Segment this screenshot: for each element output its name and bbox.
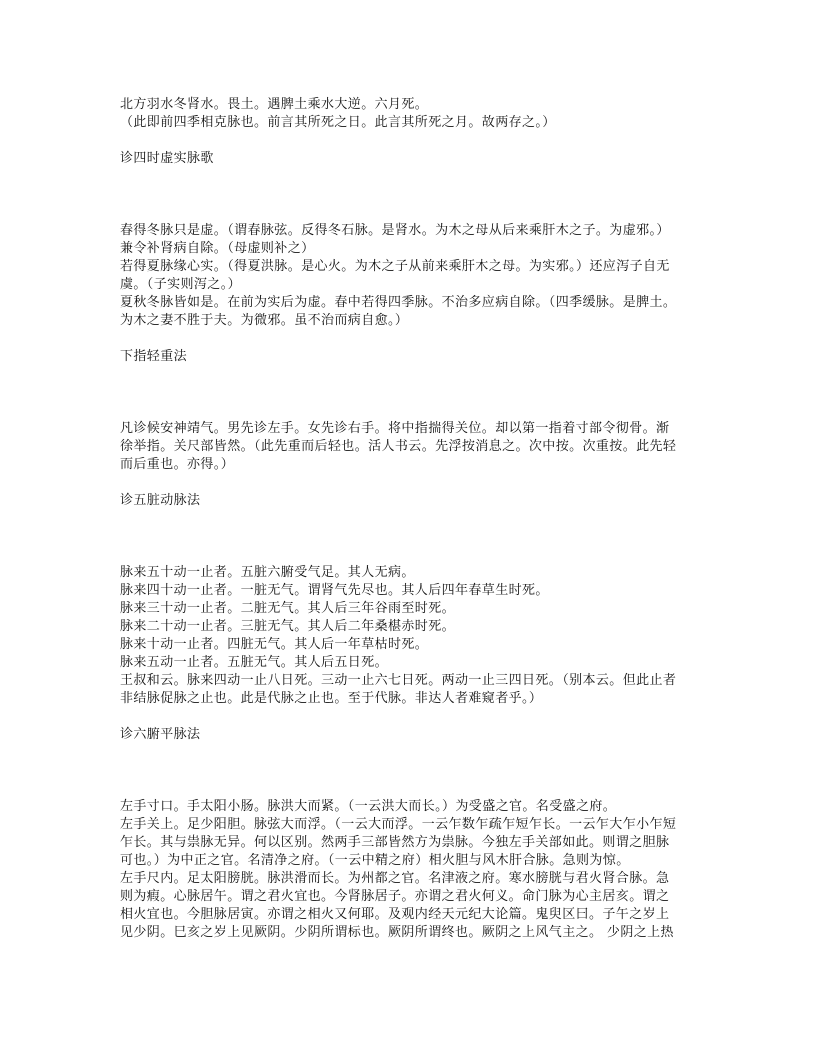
text-line: 左手尺内。足太阳膀胱。脉洪滑而长。为州都之官。名津液之府。寒水膀胱与君火肾合脉。急 bbox=[120, 871, 670, 886]
text-line: （此即前四季相克脉也。前言其所死之日。此言其所死之月。故两存之。） bbox=[120, 115, 556, 130]
text-line: 则为瘕。心脉居午。谓之君火宜也。今肾脉居子。亦谓之君火何义。命门脉为心主居亥。谓之 bbox=[120, 889, 670, 904]
text-line: 左手寸口。手太阳小肠。脉洪大而紧。（一云洪大而长。）为受盛之官。名受盛之府。 bbox=[120, 799, 617, 814]
text-line: 若得夏脉缘心实。（得夏洪脉。是心火。为木之子从前来乘肝木之母。为实邪。）还应泻子自无 bbox=[120, 259, 670, 274]
text-line: 非结脉促脉之止也。此是代脉之止也。至于代脉。非达人者难窥者乎。） bbox=[120, 691, 543, 706]
text-line: 而后重也。亦得。） bbox=[120, 457, 235, 472]
text-line: 为木之妻不胜于夫。为微邪。虽不治而病自愈。） bbox=[120, 313, 409, 328]
text-line: 脉来十动一止者。四脏无气。其人后一年草枯时死。 bbox=[120, 637, 429, 652]
text-line: 脉来二十动一止者。三脏无气。其人后二年桑椹赤时死。 bbox=[120, 619, 456, 634]
text-line: 脉来三十动一止者。二脏无气。其人后三年谷雨至时死。 bbox=[120, 601, 456, 616]
text-line: 兼令补肾病自除。（母虚则补之） bbox=[120, 241, 315, 256]
section-intro bbox=[120, 96, 700, 132]
text-line: 可也。）为中正之官。名清净之府。（一云中精之府）相火胆与风木肝合脉。急则为惊。 bbox=[120, 853, 630, 868]
text-line: 春得冬脉只是虚。（谓春脉弦。反得冬石脉。是肾水。为木之母从后来乘肝木之子。为虚邪。） bbox=[120, 223, 670, 238]
text-line: 相火宜也。今胆脉居寅。亦谓之相火又何耶。及观内经天元纪大论篇。鬼臾区曰。子午之岁上 bbox=[120, 907, 670, 922]
text-line: 脉来五十动一止者。五脏六腑受气足。其人无病。 bbox=[120, 565, 415, 580]
section-finger-pressure bbox=[120, 348, 700, 474]
section-five-organs bbox=[120, 492, 700, 708]
section-six-fu-organs bbox=[120, 726, 700, 942]
text-line: 左手关上。足少阳胆。脉弦大而浮。（一云大而浮。一云乍数乍疏乍短乍长。一云乍大乍小乍短 bbox=[120, 817, 677, 832]
section-heading: 下指轻重法 bbox=[120, 349, 188, 364]
section-four-seasons bbox=[120, 150, 700, 330]
text-line: 王叔和云。脉来四动一止八日死。三动一止六七日死。两动一止三四日死。（别本云。但此止者 bbox=[120, 673, 677, 688]
document-page bbox=[120, 96, 700, 942]
text-line: 见少阴。巳亥之岁上见厥阴。少阴所谓标也。厥阴所谓终也。厥阴之上风气主之。 少阴之上热 bbox=[120, 925, 674, 940]
text-line: 虞。（子实则泻之。） bbox=[120, 277, 242, 292]
text-line: 北方羽水冬肾水。畏土。遇脾土乘水大逆。六月死。 bbox=[120, 97, 429, 112]
section-heading: 诊五脏动脉法 bbox=[120, 493, 201, 508]
text-line: 夏秋冬脉皆如是。在前为实后为虚。春中若得四季脉。不治多应病自除。（四季缓脉。是脾土。 bbox=[120, 295, 677, 310]
text-line: 乍长。其与祟脉无异。何以区别。然两手三部皆然方为祟脉。今独左手关部如此。则谓之胆脉 bbox=[120, 835, 670, 850]
text-line: 脉来五动一止者。五脏无气。其人后五日死。 bbox=[120, 655, 389, 670]
text-line: 徐举指。关尺部皆然。（此先重而后轻也。活人书云。先浮按消息之。次中按。次重按。此先轻 bbox=[120, 439, 677, 454]
text-line: 脉来四十动一止者。一脏无气。谓肾气先尽也。其人后四年春草生时死。 bbox=[120, 583, 549, 598]
section-heading: 诊六腑平脉法 bbox=[120, 727, 201, 742]
text-line: 凡诊候安神靖气。男先诊左手。女先诊右手。将中指揣得关位。却以第一指着寸部令彻骨。渐 bbox=[120, 421, 670, 436]
section-heading: 诊四时虚实脉歌 bbox=[120, 151, 214, 166]
